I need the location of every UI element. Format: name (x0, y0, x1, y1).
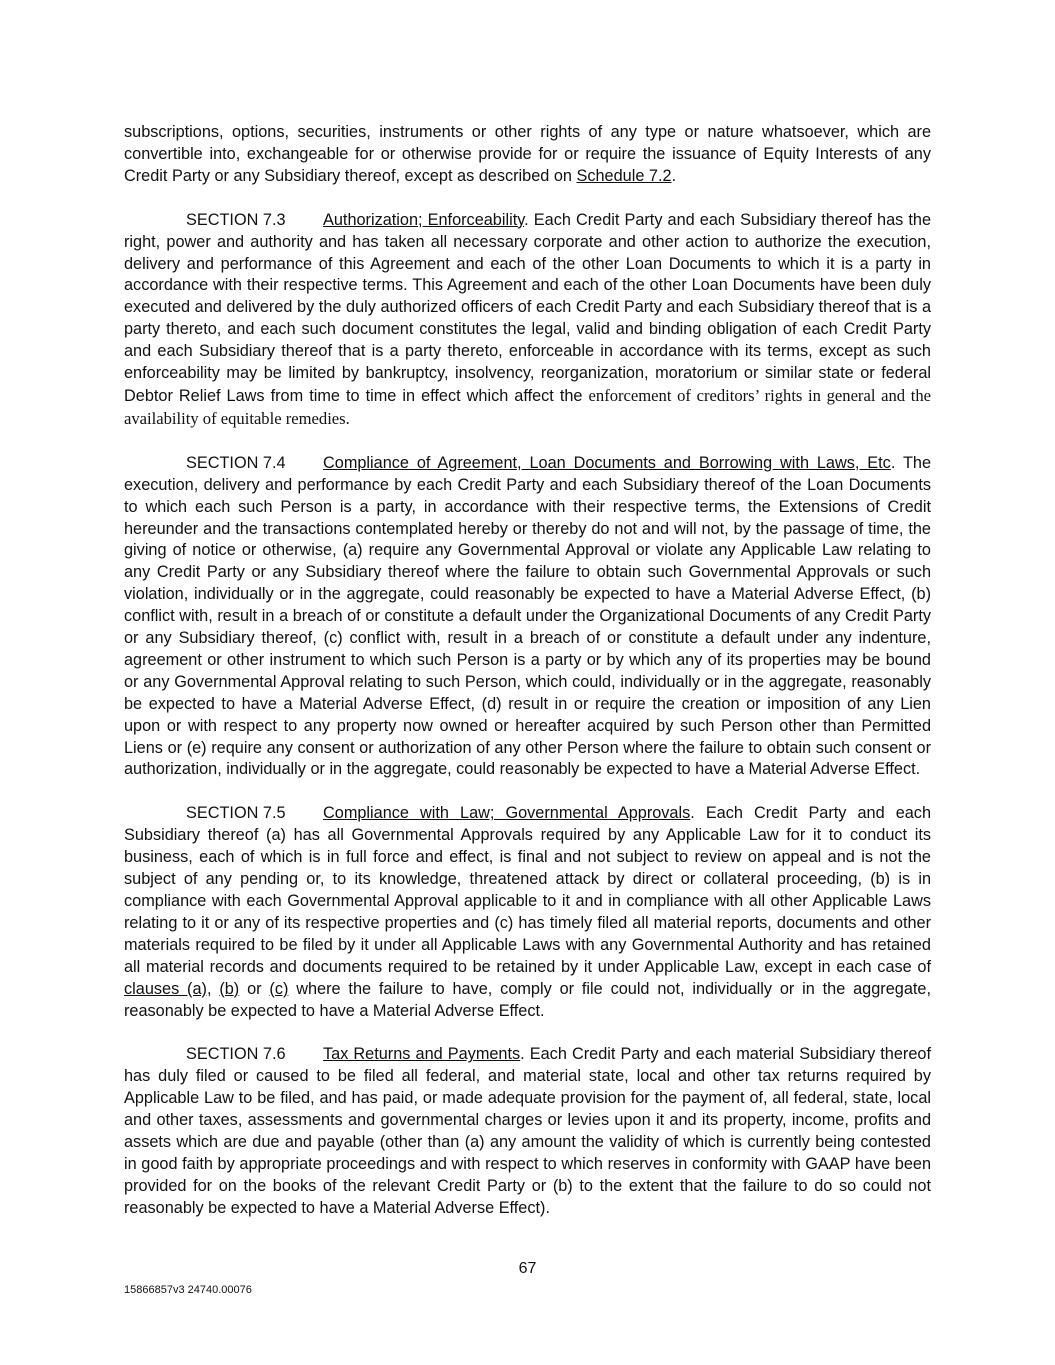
section-title: Compliance with Law; Governmental Approvals (323, 804, 691, 823)
section-7-4 (124, 453, 931, 782)
section-7-5: SECTION 7.5 Compliance with Law; Governmental Approvals. Each Credit Party and each Subsidiary thereof (a) has all Governmental Approvals required by any Applicable Law for it to conduct its business, each of which is in full force and effect, is final and not subject to review on appeal and is not the subject of any pending or, to its knowledge, threatened attack by direct or collateral proceeding, (b) is in compliance with each Governmental Approval applicable to it and in compliance with all other Applicable Laws relating to it or any of its respective properties and (c) has timely filed all material reports, documents and other materials required to be filed by it under all Applicable Laws with any Governmental Authority and has retained all material records and documents required to be retained by it under Applicable Law, except in each case of clauses (a), (b) or (c) where the failure to have, comply or file could not, individually or in the aggregate, reasonably be expected to have a Material Adverse Effect. (124, 804, 931, 1020)
clause-reference-b: (b) (219, 979, 240, 998)
section-text-end: where the failure to have, comply or file could not, individually or in the aggregate, reasonably be expected to have a Material Adverse Effect. (124, 979, 931, 1020)
section-title: Compliance of Agreement, Loan Documents and Borrowing with Laws, Etc (323, 453, 891, 472)
section-text-end: enforcement of creditors’ rights in general and the availability of equitable remedies. (124, 385, 931, 428)
clause-reference-c: (c) (269, 979, 289, 998)
document-id: 15866857v3 24740.00076 (124, 1284, 252, 1296)
continuation-paragraph: subscriptions, options, securities, instruments or other rights of any type or nature whatsoever, which are convertible into, exchangeable for or otherwise provide for or require the issuance of Equity Interests of any Credit Party or any Subsidiary thereof, except as described on Schedule 7.2. (124, 123, 931, 185)
section-text: . Each Credit Party and each Subsidiary thereof has the right, power and authority and has taken all necessary corporate and other action to authorize the execution, delivery and performance of this Agreement and each of the other Loan Documents to which it is a party in accordance with their respective terms. This Agreement and each of the other Loan Documents have been duly executed and delivered by the duly authorized officers of each Credit Party and each Subsidiary thereof that is a party thereto, and each such document constitutes the legal, valid and binding obligation of each Credit Party and each Subsidiary thereof that is a party thereto, enforceable in accordance with its terms, except as such enforceability may be limited by bankruptcy, insolvency, reorganization, moratorium or similar state or federal Debtor Relief Laws from time to time in effect which affect the (124, 210, 931, 405)
page-number: 67 (518, 1260, 537, 1277)
section-title: Authorization; Enforceability (323, 210, 525, 229)
section-number: SECTION 7.6 (186, 1045, 286, 1064)
schedule-reference: Schedule 7.2 (576, 166, 672, 185)
section-number: SECTION 7.3 (186, 210, 286, 229)
section-text: . Each Credit Party and each Subsidiary thereof (a) has all Governmental Approvals required by any Applicable Law for it to conduct its business, each of which is in full force and effect, is final and not subject to review on appeal and is not the subject of any pending or, to its knowledge, threatened attack by direct or collateral proceeding, (b) is in compliance with each Governmental Approval applicable to it and in compliance with all other Applicable Laws relating to it or any of its respective properties and (c) has timely filed all material reports, documents and other materials required to be filed by it under all Applicable Laws with any Governmental Authority and has retained all material records and documents required to be retained by it under Applicable Law, except in each case of (124, 804, 931, 976)
section-number: SECTION 7.4 (186, 453, 286, 472)
document-body (124, 122, 931, 1242)
section-number: SECTION 7.5 (186, 804, 286, 823)
section-text: . Each Credit Party and each material Subsidiary thereof has duly filed or caused to be filed all federal, and material state, local and other tax returns required by Applicable Law to be filed, and has paid, or made adequate provision for the payment of, all federal, state, local and other taxes, assessments and governmental charges or levies upon it and its property, income, profits and assets which are due and payable (other than (a) any amount the validity of which is currently being contested in good faith by appropriate proceedings and with respect to which reserves in conformity with GAAP have been provided for on the books of the relevant Credit Party or (b) to the extent that the failure to do so could not reasonably be expected to have a Material Adverse Effect). (124, 1045, 931, 1217)
section-text: . The execution, delivery and performance by each Credit Party and each Subsidiary thereof of the Loan Documents to which each such Person is a party, in accordance with their respective terms, the Extensions of Credit hereunder and the transactions contemplated hereby or thereby do not and will not, by the passage of time, the giving of notice or otherwise, (a) require any Governmental Approval or violate any Applicable Law relating to any Credit Party or any Subsidiary thereof where the failure to obtain such Governmental Approvals or such violation, individually or in the aggregate, could reasonably be expected to have a Material Adverse Effect, (b) conflict with, result in a breach of or constitute a default under the Organizational Documents of any Credit Party or any Subsidiary thereof, (c) conflict with, result in a breach of or constitute a default under any indenture, agreement or other instrument to which such Person is a party or by which any of its properties may be bound or any Governmental Approval relating to such Person, which could, individually or in the aggregate, reasonably be expected to have a Material Adverse Effect, (d) result in or require the creation or imposition of any Lien upon or with respect to any property now owned or hereafter acquired by such Person other than Permitted Liens or (e) require any consent or authorization of any other Person where the failure to obtain such consent or authorization, individually or in the aggregate, could reasonably be expected to have a Material Adverse Effect. (124, 453, 931, 779)
clause-reference-a: clauses (a) (124, 979, 207, 998)
section-7-3 (124, 210, 931, 431)
section-7-6 (124, 1044, 931, 1219)
section-title: Tax Returns and Payments (323, 1045, 521, 1064)
